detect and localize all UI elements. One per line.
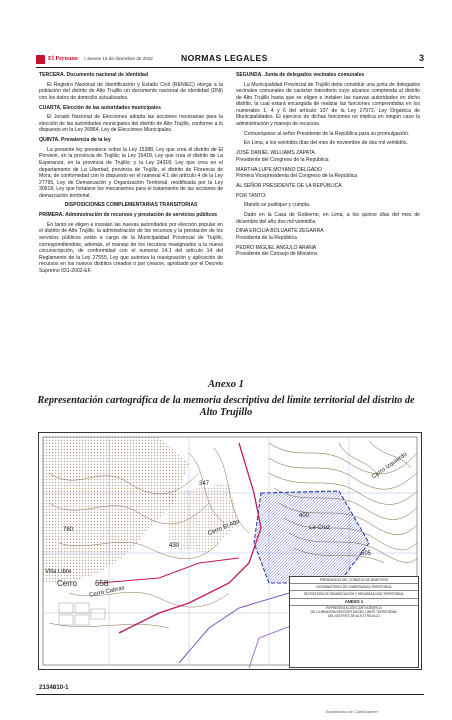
legend-desc-1: REPRESENTACIÓN CARTOGRÁFICA — [326, 605, 382, 610]
mando-text: Mando se publique y cumpla. — [244, 202, 311, 209]
urban-blocks — [59, 603, 105, 625]
signatory-3-name: DINA ERCILIA BOLUARTE ZEGARRA — [236, 228, 324, 235]
signatory-2-role: Primera Vicepresidenta del Congreso de la República — [236, 173, 358, 180]
article-segunda-title: SEGUNDA. Junta de delegados vecinales comunales — [236, 72, 365, 78]
footer-divider — [36, 694, 424, 695]
article-cuarta-text: El Jurado Nacional de Elecciones adopta las acciones necesarias para la elección de las autoridades municipales del distrito de Alto Trujillo, conforme a lo dispuesto en la Ley 26864, Ley de Elecciones Municipales. — [39, 114, 223, 134]
lima-date-text: En Lima, a los veintidós días del mes de noviembre de dos mil veintidós. — [244, 140, 408, 147]
por-tanto-text: POR TANTO: — [236, 192, 267, 199]
signatory-4-name: PEDRO MIGUEL ANGULO ARANA — [236, 244, 317, 251]
legend-desc-2: DE LA MEMORIA DESCRIPTIVA DEL LÍMITE TERRITORIAL — [310, 610, 398, 615]
signatory-1-name: JOSÉ DANIEL WILLIAMS ZAPATA — [236, 150, 315, 157]
district-map — [38, 432, 422, 670]
transitorias-heading: DISPOSICIONES COMPLEMENTARIAS TRANSITORIAS — [64, 202, 198, 209]
page-header — [36, 54, 424, 68]
legend-secretariat: SECRETARÍA DE DEMARCACIÓN Y ORGANIZACIÓN TERRITORIAL — [290, 591, 418, 598]
section-title: NORMAS LEGALES — [181, 53, 268, 63]
map-label-cerro: Cerro — [57, 579, 78, 588]
legend-desc-3: DEL DISTRITO DE ALTO TRUJILLO — [328, 614, 380, 619]
newspaper-logo-icon — [36, 55, 45, 64]
legend-institution: PRESIDENCIA DEL CONSEJO DE MINISTROS — [290, 577, 418, 584]
map-label-658: 658 — [95, 579, 109, 588]
dado-text: Dado en la Casa de Gobierno, en Lima, a los quince días del mes de diciembre del año dos mil veintidós. — [236, 211, 420, 225]
dotted-area-north — [43, 437, 189, 583]
right-column — [236, 72, 420, 261]
map-label-la-cruz: La Cruz — [309, 525, 331, 531]
map-label-cerro-izquierdo: Cerro Izquierdo — [371, 451, 409, 481]
map-label-347: 347 — [199, 481, 210, 487]
map-label-780: 780 — [63, 527, 74, 533]
scanner-watermark: Escaneado con CamScanner — [326, 709, 379, 714]
secondary-limit-line — [99, 558, 239, 583]
legend-vice-ministry: VICEMINISTERIO DE GOBERNANZA TERRITORIAL — [290, 584, 418, 591]
publication-code: 2134810-1 — [39, 684, 69, 691]
article-tercera-title: TERCERA. Documento nacional de identidad — [39, 72, 148, 78]
map-legend — [289, 576, 419, 668]
map-label-605: 605 — [361, 551, 372, 557]
district-area — [254, 491, 372, 583]
issue-date: / Jueves 15 de diciembre de 2022 — [84, 56, 153, 61]
anexo-title: Anexo 1 — [208, 379, 244, 390]
addressee-text: AL SEÑOR PRESIDENTE DE LA REPÚBLICA — [236, 182, 342, 189]
page-number: 3 — [418, 53, 424, 63]
road-line — [179, 593, 289, 663]
anexo-subtitle: Representación cartográfica de la memoria descriptiva del límite territorial del distrito de Alto Trujillo — [37, 395, 415, 418]
left-column — [39, 72, 223, 277]
signatory-4-role: Presidente del Consejo de Ministros — [236, 251, 318, 258]
article-quinta-title: QUINTA. Prevalencia de la ley — [39, 137, 111, 144]
signatory-2-name: MARTHA LUPE MOYANO DELGADO — [236, 166, 322, 173]
newspaper-name: El Peruano — [48, 55, 78, 62]
article-segunda-text: La Municipalidad Provincial de Trujillo debe constituir una junta de delegados vecinales comunales de carácter transitorio cuyo alcance comprenda al distrito de Alto Trujillo hasta que se eligen e instalen las nuevas autoridades en dicho distrito, la cual estará encargada de realizar las funciones comprendidas en los numerales 1, 4 y 6 del artículo 107 de la Ley 27972, Ley Orgánica de Municipalidades. El ejercicio de dichas funciones no implica en ningún caso la administración y manejo de recursos. — [236, 81, 420, 128]
article-quinta-text: La presente ley prevalece sobre la Ley 15388, Ley que crea el distrito de El Porvenir, en la provincia de Trujillo; la Ley 15418, Ley que crea el distrito de La Esperanza, en la provincia de Trujillo; y la Ley 24318, Ley que crea en el departamento de La Libertad, provincia de Trujillo, el distrito de Florencia de Mora; de conformidad con lo dispuesto en el numeral 4.1 del artículo 4 de la Ley 27795, Ley de Demarcación y Organización Territorial, modificada por la Ley 30918, Ley que fortalece los mecanismos para el tratamiento de las acciones de demarcación territorial. — [39, 146, 223, 199]
map-label-400: 400 — [299, 513, 310, 519]
article-cuarta-title: CUARTA. Elección de las autoridades municipales — [39, 104, 161, 111]
comuniquese-text: Comuníquese al señor Presidente de la República para su promulgación. — [244, 130, 410, 137]
map-label-430: 430 — [169, 543, 180, 549]
dotted-area-center — [169, 483, 239, 553]
signatory-1-role: Presidente del Congreso de la República — [236, 156, 329, 163]
article-tercera-text: El Registro Nacional de Identificación y Estado Civil (RENIEC) otorga a la población del distrito de Alto Trujillo un documento nacional de identidad (DNI) con los datos de domicilio actualizados. — [39, 81, 223, 101]
article-primera-title: PRIMERA. Administración de recursos y prestación de servicios públicos — [39, 212, 218, 219]
article-primera-text: En tanto se eligen e instalan las nuevas autoridades por elección popular en el distrito de Alto Trujillo, la administración de los recursos y la prestación de los servicios públicos están a cargo de la Municipalidad Provincial de Trujillo, correspondiéndole, además, el manejo de los recursos reasignados a la nueva circunscripción, de conformidad con el numeral 14.1 del artículo 14 del Reglamento de la Ley 27555, Ley que autoriza la reasignación y aplicación de recursos en los nuevos distritos creados o por crearse, aprobado por el Decreto Supremo 031-2002-EF. — [39, 221, 223, 274]
signatory-3-role: Presidenta de la República — [236, 234, 297, 241]
map-label-villa-libre: Villa Libre — [45, 569, 72, 575]
map-label-cerro-cabras: Cerro Cabras — [88, 585, 126, 599]
legend-anexo-label: ANEXO 1 — [290, 599, 418, 606]
map-label-cerro-el-alto: Cerro El Alto — [207, 518, 241, 538]
